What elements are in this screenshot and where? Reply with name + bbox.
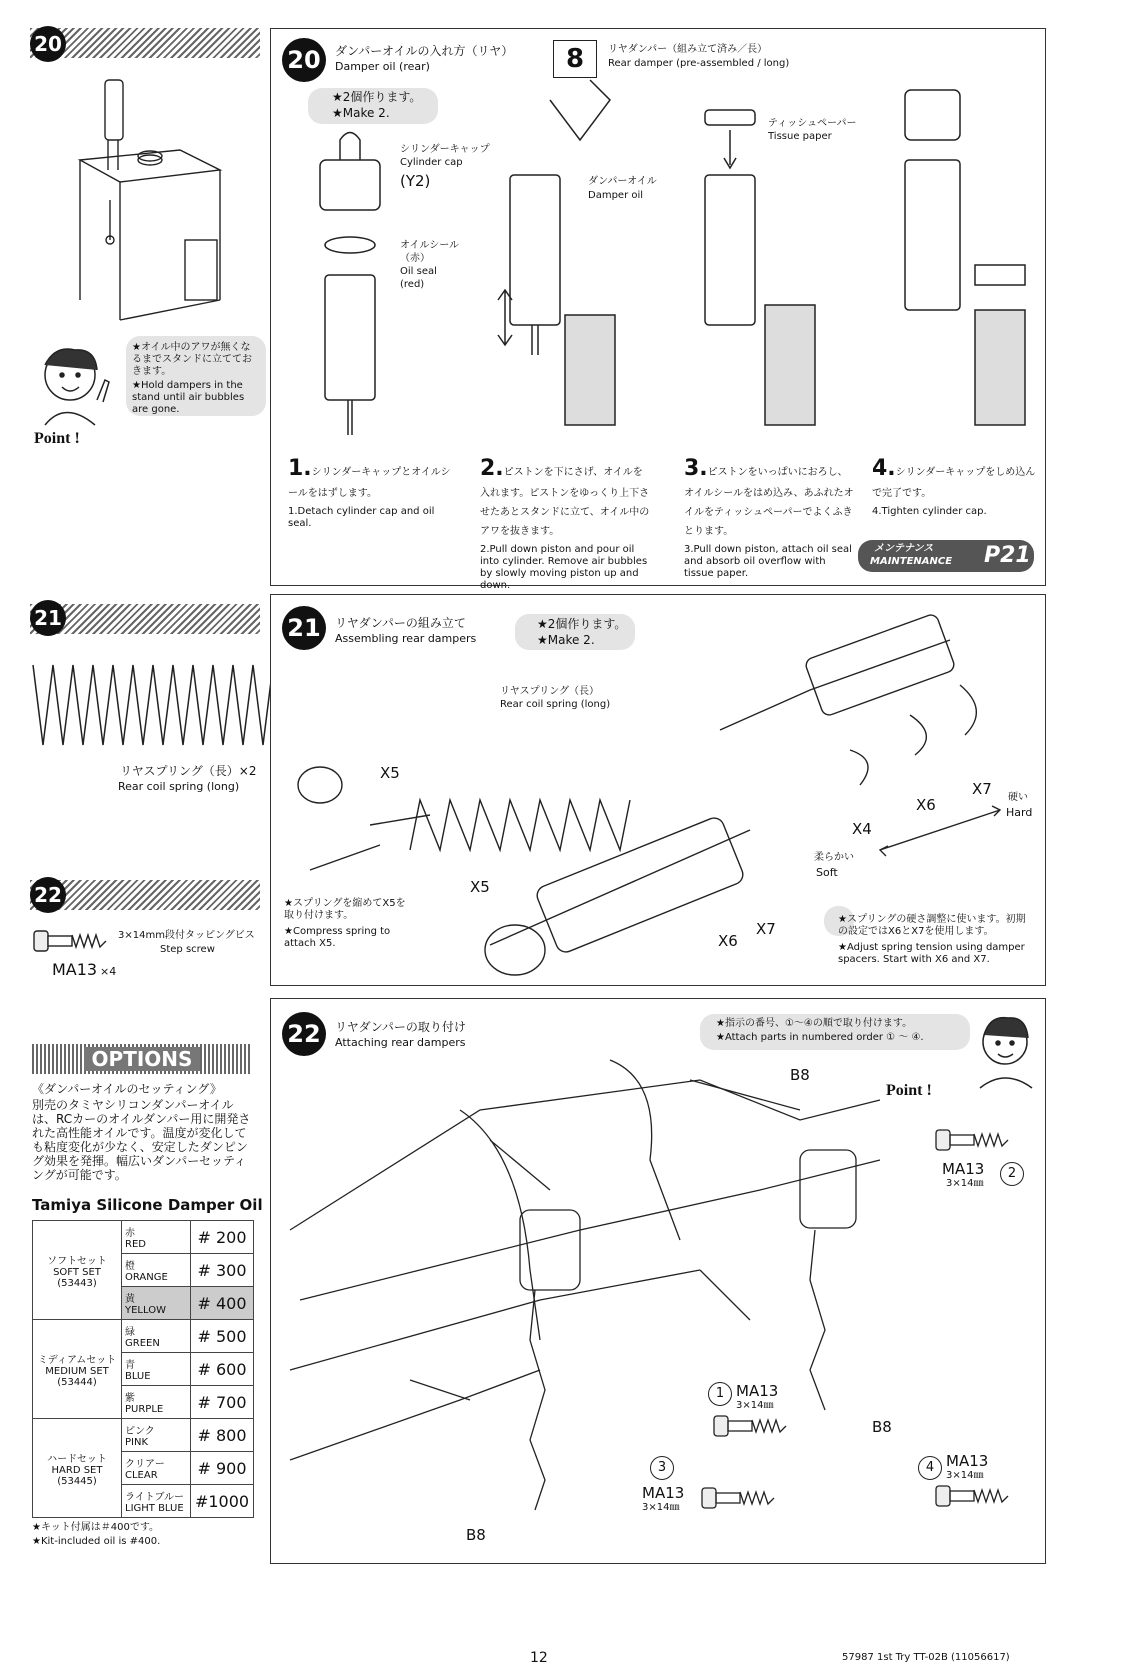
oil-color-cell [122,1254,191,1287]
damper-stand-illustration [60,70,230,330]
cylinder-cap-en: Cylinder cap [400,157,463,168]
order-note-jp: ★指示の番号、①～④の順で取り付けます。 [716,1018,913,1029]
panel20-step-3 [684,456,856,580]
step-text-en: 1.Detach cylinder cap and oil seal. [288,506,435,529]
panel21-title-jp: リヤダンパーの組み立て [335,616,466,630]
oil-color-cell [122,1419,191,1452]
oil-color-cell [122,1353,191,1386]
options-note-en: ★Kit-included oil is #400. [32,1536,161,1547]
options-heading: 《ダンパーオイルのセッティング》 [32,1082,222,1096]
step-text-jp: シリンダーキャップをしめ込んで完了です。 [872,467,1036,499]
step-number: 3. [684,456,708,481]
ma13-size-1: 3×14㎜ [736,1400,774,1411]
panel20-title-jp: ダンパーオイルの入れ方（リヤ） [335,44,514,58]
panel21-spring-jp: リヤスプリング（長） [500,686,599,697]
order-number-3: 3 [650,1456,674,1480]
options-body: 別売のタミヤシリコンダンパーオイルは、RCカーのオイルダンパー用に開発された高性能オイルです。温度が変化しても粘度変化が少なく、安定したダンピング効果を発揮。幅広いダンパーセッティングが可能です。 [32,1098,251,1182]
step-text-jp: ピストンを下にさげ、オイルを入れます。ピストンをゆっくり上下させたあとスタンドに立て、オイル中のアワを抜きます。 [480,467,650,537]
panel20-make-jp: ★2個作ります。 [332,90,422,104]
oil-color-en: BLUE [125,1371,151,1382]
ma13-screw-icon-4 [934,1484,1024,1510]
order-number-1: 1 [708,1382,732,1406]
oil-color-en: ORANGE [125,1272,168,1283]
ma13-label-3: MA13 [642,1484,685,1502]
oil-set-cell [33,1320,122,1419]
oil-color-cell [122,1320,191,1353]
ma13-size-3: 3×14㎜ [642,1502,680,1513]
panel21-make-jp: ★2個作ります。 [537,617,627,631]
step-text-en: 4.Tighten cylinder cap. [872,506,987,517]
model-code: 57987 1st Try TT-02B (11056617) [842,1652,1010,1663]
damper-oil-jp: ダンパーオイル [588,176,657,187]
oil-color-en: RED [125,1239,146,1250]
step22-screw-jp: 3×14mm段付タッピングビス [118,930,255,941]
oil-viscosity-number: # 200 [191,1221,254,1254]
oil-table-row [33,1419,254,1452]
x4-label: X4 [852,820,872,838]
oil-color-jp: ピンク [125,1426,155,1437]
damper-oil-en: Damper oil [588,190,644,201]
ma13-screw-icon-2 [934,1128,1024,1154]
x7-label-top: X7 [972,780,992,798]
parts-bag-jp: リヤダンパー（組み立て済み／長） [608,44,768,55]
oil-viscosity-number: # 300 [191,1254,254,1287]
oil-color-en: GREEN [125,1338,160,1349]
options-title: OPTIONS [84,1047,201,1071]
step20-tip-en: ★Hold dampers in the stand until air bubbles are gone. [132,380,245,415]
soft-label-en: Soft [816,866,838,879]
oil-viscosity-number: # 400 [191,1287,254,1320]
maintenance-en: MAINTENANCE [870,556,953,567]
step-number: 1. [288,456,312,481]
order-number-2: 2 [1000,1162,1024,1186]
damper-oil-table [32,1220,254,1518]
oil-table-title: Tamiya Silicone Damper Oil [32,1196,263,1214]
oil-set-jp: ミディアムセット [37,1354,117,1366]
oil-viscosity-number: # 700 [191,1386,254,1419]
cylinder-cap-jp: シリンダーキャップ [400,144,490,155]
maintenance-jp: メンテナンス [874,543,934,554]
oil-set-cell [33,1419,122,1518]
adjust-note-en: ★Adjust spring tension using damper spacers. Start with X6 and X7. [838,942,1025,965]
step-text-jp: シリンダーキャップとオイルシールをはずします。 [288,467,451,499]
ma13-screw-icon-1 [712,1414,802,1440]
panel22-title-en: Attaching rear dampers [335,1036,466,1049]
oil-seal-jp: オイルシール [400,240,460,251]
step-screw-icon [32,928,112,956]
oil-set-jp: ハードセット [47,1453,107,1465]
step22-badge: 22 [30,877,66,913]
compress-note-jp: ★スプリングを縮めてX5を取り付けます。 [284,898,406,921]
panel20-step-4 [872,456,1044,518]
b8-label-right: B8 [872,1418,892,1436]
tissue-paper-en: Tissue paper [768,131,832,142]
panel21-badge: 21 [282,606,326,650]
oil-set-en: MEDIUM SET [45,1365,109,1377]
panel21-title-en: Assembling rear dampers [335,632,477,645]
oil-set-jp: ソフトセット [47,1255,107,1267]
panel21-spring-en: Rear coil spring (long) [500,699,611,710]
hard-label-en: Hard [1006,806,1033,819]
panel20-title-en: Damper oil (rear) [335,60,430,73]
tissue-paper-jp: ティッシュペーパー [768,118,857,129]
panel20-step-2 [480,456,652,592]
step22-part-qty: ×4 [100,965,117,978]
oil-color-en: YELLOW [125,1305,166,1316]
panel20-step-1 [288,456,460,530]
oil-color-jp: ライトブルー [125,1492,184,1503]
oil-seal-en: Oil seal [400,266,437,277]
soft-label-jp: 柔らかい [814,852,854,863]
adjust-note-jp: ★スプリングの硬さ調整に使います。初期の設定ではX6とX7を使用します。 [838,914,1026,937]
order-number-4: 4 [918,1456,942,1480]
boy-mascot-icon [25,340,125,430]
oil-set-code: (53445) [57,1475,97,1487]
oil-color-cell [122,1287,191,1320]
parts-bag-number: 8 [553,40,597,78]
step-text-en: 2.Pull down piston and pour oil into cylinder. Remove air bubbles by slowly moving piston up and down. [480,544,648,591]
order-note-en: ★Attach parts in numbered order ① ～ ④. [716,1032,924,1043]
step21-badge: 21 [30,600,66,636]
b8-label-bottom: B8 [466,1526,486,1544]
oil-table-row [33,1320,254,1353]
maintenance-link[interactable] [858,540,1034,572]
oil-color-cell [122,1386,191,1419]
x6-label-top: X6 [916,796,936,814]
oil-color-jp: 緑 [125,1327,135,1338]
oil-color-jp: クリアー [125,1459,165,1470]
oil-color-cell [122,1485,191,1518]
oil-set-code: (53443) [57,1277,97,1289]
oil-color-jp: 赤 [125,1228,135,1239]
oil-viscosity-number: # 500 [191,1320,254,1353]
oil-color-cell [122,1221,191,1254]
oil-color-en: PURPLE [125,1404,164,1415]
b8-label-top: B8 [790,1066,810,1084]
parts-bag-en: Rear damper (pre-assembled / long) [608,58,790,69]
x5-label-bottom: X5 [470,878,490,896]
oil-viscosity-number: # 800 [191,1419,254,1452]
ma13-size-2: 3×14㎜ [946,1178,984,1189]
maintenance-page: P21 [984,543,1031,568]
step20-badge: 20 [30,26,66,62]
oil-color-jp: 青 [125,1360,135,1371]
oil-viscosity-number: # 900 [191,1452,254,1485]
step-number: 4. [872,456,896,481]
oil-color-en: CLEAR [125,1470,158,1481]
ma13-screw-icon-3 [700,1486,790,1512]
step-text-en: 3.Pull down piston, attach oil seal and absorb oil overflow with tissue paper. [684,544,852,579]
oil-color-jp: 橙 [125,1261,135,1272]
damper-oil-procedure-illustration [300,80,1040,450]
panel22-point-label: Point ! [886,1082,932,1099]
ma13-label-1: MA13 [736,1382,779,1400]
oil-color-en: PINK [125,1437,149,1448]
panel20-make-en: ★Make 2. [332,106,390,120]
oil-color-en: LIGHT BLUE [125,1503,184,1514]
step-number: 2. [480,456,504,481]
oil-color-cell [122,1452,191,1485]
oil-color-jp: 紫 [125,1393,135,1404]
x5-label-top: X5 [380,764,400,782]
options-banner [32,1044,252,1074]
oil-seal-color-jp: （赤） [400,253,430,264]
panel22-title-jp: リヤダンパーの取り付け [335,1020,466,1034]
ma13-size-4: 3×14㎜ [946,1470,984,1481]
compress-note-en: ★Compress spring to attach X5. [284,926,391,949]
hard-label-jp: 硬い [1008,792,1028,803]
step20-tip-jp: ★オイル中のアワが無くなるまでスタンドに立てておきます。 [132,342,252,377]
step-text-jp: ピストンをいっぱいにおろし、オイルシールをはめ込み、あふれたオイルをティッシュペーパーでよくふきとります。 [684,467,854,537]
step22-screw-en: Step screw [160,944,215,955]
step20-point-label: Point ! [34,430,80,447]
ma13-label-2: MA13 [942,1160,985,1178]
x7-label-bottom: X7 [756,920,776,938]
x6-label-bottom: X6 [718,932,738,950]
step22-part-code: MA13 [52,960,98,979]
panel21-make-en: ★Make 2. [537,633,595,647]
step21-spring-label-en: Rear coil spring (long) [118,780,240,793]
ma13-label-4: MA13 [946,1452,989,1470]
options-note-jp: ★キット付属は＃400です。 [32,1522,160,1533]
oil-viscosity-number: #1000 [191,1485,254,1518]
step21-spring-label-jp: リヤスプリング（長）×2 [120,764,257,778]
oil-table-row [33,1221,254,1254]
oil-color-jp: 黄 [125,1294,135,1305]
panel20-badge: 20 [282,38,326,82]
oil-set-code: (53444) [57,1376,97,1388]
oil-set-cell [33,1221,122,1320]
panel22-badge: 22 [282,1012,326,1056]
page-number: 12 [530,1650,548,1666]
oil-seal-color-en: (red) [400,279,425,290]
oil-set-en: SOFT SET [53,1266,101,1278]
cylinder-cap-code: (Y2) [400,172,431,190]
oil-set-en: HARD SET [51,1464,103,1476]
oil-viscosity-number: # 600 [191,1353,254,1386]
